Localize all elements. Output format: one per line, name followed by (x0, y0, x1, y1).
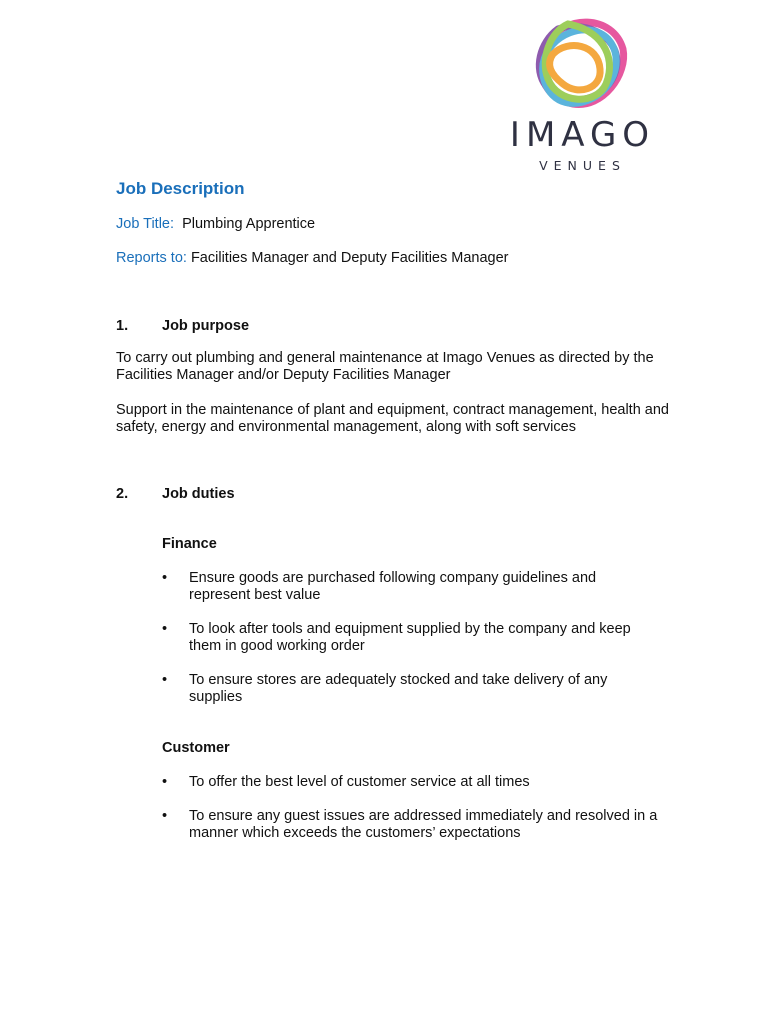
section-number: 1. (116, 318, 129, 334)
reports-to-label: Reports to: (116, 250, 187, 266)
section-title: Job purpose (162, 318, 250, 334)
logo-wordmark: IMAGO (509, 115, 656, 155)
job-title-line (116, 215, 315, 233)
reports-to-line (116, 249, 509, 267)
bullet-marker: • (162, 570, 168, 586)
list-item-text: To ensure any guest issues are addressed immediately and resolved in a manner which exceeds the customers’ expectations (189, 808, 658, 841)
subsection-customer-heading: Customer (162, 740, 230, 756)
list-item-text: Ensure goods are purchased following company guidelines and represent best value (189, 570, 597, 603)
purpose-paragraph: Support in the maintenance of plant and equipment, contract management, health and safety, energy and environmental management, along with soft services (116, 402, 669, 435)
section-title: Job duties (162, 486, 235, 502)
purpose-paragraph: To carry out plumbing and general maintenance at Imago Venues as directed by the Facilities Manager and/or Deputy Facilities Manager (116, 350, 654, 383)
subsection-finance-heading: Finance (162, 536, 217, 552)
list-item-text: To look after tools and equipment supplied by the company and keep them in good working order (189, 621, 631, 654)
list-item-text: To offer the best level of customer service at all times (189, 774, 530, 790)
section-job-purpose-heading (116, 317, 249, 335)
bullet-marker: • (162, 774, 168, 790)
job-title-value: Plumbing Apprentice (182, 216, 316, 232)
job-title-label: Job Title: (116, 216, 175, 232)
section-number: 2. (116, 486, 129, 502)
logo-subtitle: VENUES (539, 158, 626, 173)
company-logo (500, 14, 665, 173)
section-job-duties-heading (116, 485, 235, 503)
bullet-marker: • (162, 621, 168, 637)
logo-emblem-icon (528, 14, 633, 114)
bullet-marker: • (162, 808, 168, 824)
bullet-marker: • (162, 672, 168, 688)
reports-to-value: Facilities Manager and Deputy Facilities Manager (190, 250, 509, 266)
list-item-text: To ensure stores are adequately stocked and take delivery of any supplies (189, 672, 608, 705)
document-title: Job Description (116, 179, 245, 198)
